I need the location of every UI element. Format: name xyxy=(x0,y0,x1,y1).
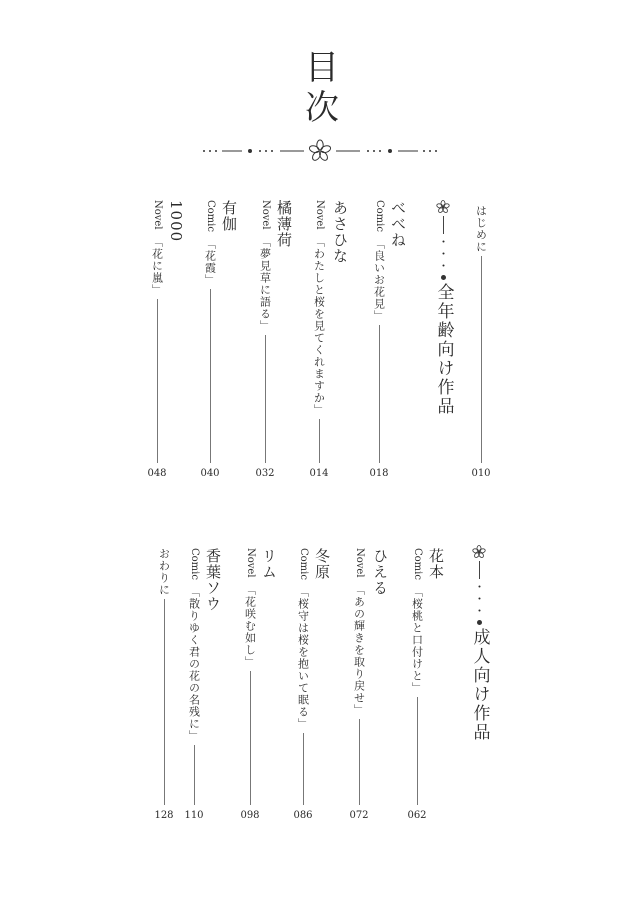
entry-author: 有伽 xyxy=(220,200,238,232)
entry-type: Novel xyxy=(245,548,256,578)
entry-work: 「桜守は桜を抱いて眠る」 xyxy=(296,585,310,730)
toc-entry[interactable] xyxy=(309,200,350,480)
entry-author: あさひな xyxy=(331,200,349,264)
section-dots: ・・・ xyxy=(472,581,486,617)
entry-author: べべね xyxy=(389,200,407,248)
toc-entry-intro[interactable] xyxy=(470,205,492,480)
toc-entry[interactable] xyxy=(293,548,334,822)
leader-line xyxy=(194,745,195,805)
entry-work: 「良いお花見」 xyxy=(372,237,386,322)
section-heading-adult xyxy=(468,545,490,742)
entry-type: Novel xyxy=(260,200,271,230)
sakura-icon xyxy=(309,140,332,162)
page-number: 098 xyxy=(240,810,260,821)
entry-work: 「花咲む如し」 xyxy=(243,583,257,668)
page-number: 062 xyxy=(407,810,427,821)
section-label: 全年齢向け作品 xyxy=(433,283,454,416)
leader-line xyxy=(379,325,380,463)
ornament-divider xyxy=(200,138,440,164)
entry-author: 冬原 xyxy=(313,548,331,580)
entry-author: ひえる xyxy=(371,548,389,596)
toc-entry-outro[interactable] xyxy=(153,548,175,822)
leader-line xyxy=(319,419,320,463)
leader-line xyxy=(250,671,251,805)
entry-author: リム xyxy=(260,548,278,580)
toc-entry[interactable] xyxy=(200,200,239,480)
leader-line xyxy=(164,599,165,805)
leader-line xyxy=(157,299,158,463)
entry-author: 香葉ソウ xyxy=(204,548,222,612)
toc-entry[interactable] xyxy=(349,548,390,822)
entry-work: 「花霞」 xyxy=(203,237,217,286)
sakura-icon xyxy=(472,545,486,559)
entry-type: Novel xyxy=(354,548,365,578)
section-bullet xyxy=(441,275,446,280)
page-number: 128 xyxy=(154,810,174,821)
toc-entry[interactable] xyxy=(369,200,407,480)
entry-work: 「わたしと桜を見てくれますか」 xyxy=(312,235,326,416)
leader-line xyxy=(481,256,482,463)
entry-type: Novel xyxy=(152,200,163,230)
section-bullet xyxy=(477,620,482,625)
section-dots: ・・・ xyxy=(436,236,450,272)
leader-line xyxy=(417,697,418,805)
entry-author: 1000 xyxy=(167,200,185,243)
entry-title: おわりに xyxy=(157,548,171,596)
section-dash xyxy=(443,216,444,234)
sakura-icon xyxy=(436,200,450,214)
entry-type: Comic xyxy=(374,200,385,232)
entry-work: 「花に嵐」 xyxy=(150,235,164,296)
entry-author: 花本 xyxy=(427,548,445,580)
leader-line xyxy=(303,733,304,805)
toc-entry[interactable] xyxy=(240,548,279,822)
entry-type: Novel xyxy=(314,200,325,230)
entry-type: Comic xyxy=(205,200,216,232)
page-title xyxy=(300,48,344,128)
page-number: 018 xyxy=(369,468,389,479)
page-number: 072 xyxy=(349,810,369,821)
section-dash xyxy=(479,561,480,579)
page-title-text: 目 次 xyxy=(305,48,339,128)
page-number: 040 xyxy=(200,468,220,479)
page-number: 086 xyxy=(293,810,313,821)
entry-title: はじめに xyxy=(474,205,488,253)
page-number: 110 xyxy=(184,810,204,821)
toc-entry[interactable] xyxy=(407,548,448,822)
section-heading-all-ages xyxy=(432,200,454,416)
leader-line xyxy=(359,719,360,805)
toc-entry[interactable] xyxy=(184,548,225,822)
leader-line xyxy=(265,335,266,463)
page-number: 010 xyxy=(471,468,491,479)
toc-entry[interactable] xyxy=(255,200,294,480)
section-label: 成人向け作品 xyxy=(469,628,490,742)
entry-work: 「散りゆく君の花の名残に」 xyxy=(187,585,201,742)
page-number: 032 xyxy=(255,468,275,479)
entry-author: 橘薄荷 xyxy=(275,200,293,248)
entry-work: 「夢見草に語る」 xyxy=(258,235,272,332)
page-number: 048 xyxy=(147,468,167,479)
page-number: 014 xyxy=(309,468,329,479)
entry-work: 「桜桃と口付けと」 xyxy=(410,585,424,694)
entry-work: 「あの輝きを取り戻せ」 xyxy=(352,583,366,716)
entry-type: Comic xyxy=(298,548,309,580)
entry-type: Comic xyxy=(189,548,200,580)
toc-entry[interactable] xyxy=(147,200,186,480)
entry-type: Comic xyxy=(412,548,423,580)
leader-line xyxy=(210,289,211,463)
